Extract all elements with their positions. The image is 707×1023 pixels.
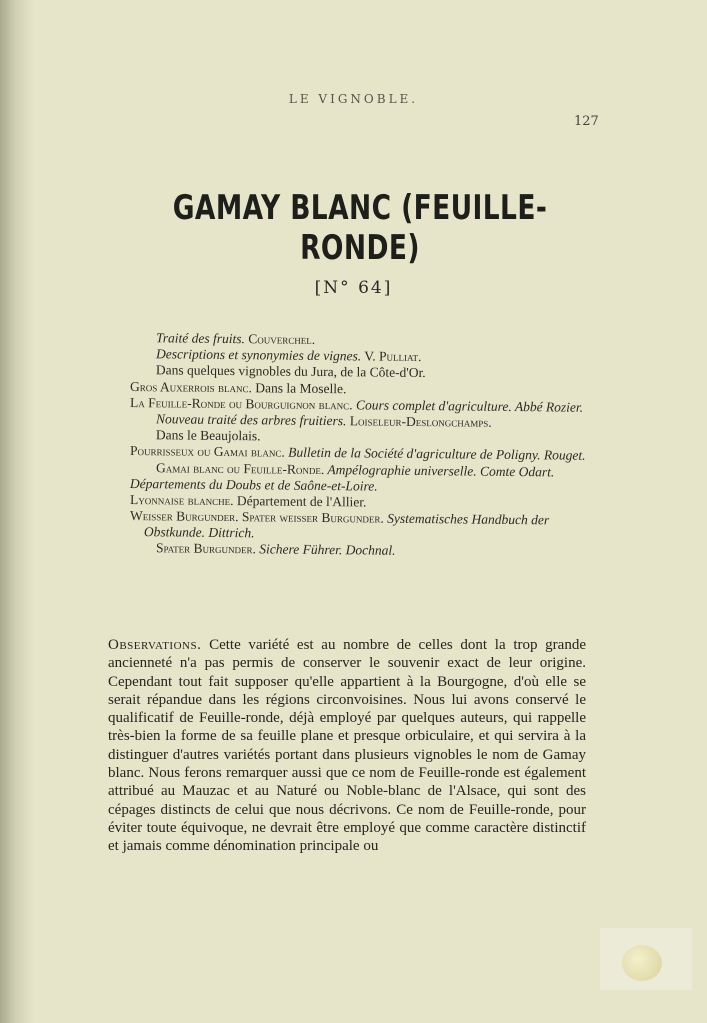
synonym-note: Sichere Führer. Dochnal. — [255, 541, 396, 559]
synonym-author: Loiseleur-Deslongchamps. — [346, 413, 492, 430]
fruit-stamp-icon — [622, 945, 662, 981]
synonym-author: Weisser Burgunder. Spater weisser Burgunder. — [130, 508, 384, 526]
synonym-note: Dans la Moselle. — [251, 379, 347, 396]
synonym-entry — [130, 346, 600, 383]
synonym-author: Couverchel. — [244, 331, 316, 347]
synonym-author: La Feuille-Ronde ou Bourguignon blanc. — [129, 394, 353, 413]
synonym-work: Descriptions et synonymies de vignes. — [156, 346, 362, 364]
synonym-author: V. Pulliat. — [361, 348, 422, 365]
synonym-note: Cours complet d'agriculture. Abbé Rozier. — [352, 397, 584, 415]
synonym-entry — [130, 460, 600, 497]
observations-label: Observations. — [108, 637, 202, 653]
synonym-entry — [130, 411, 600, 448]
page-number: 127 — [574, 114, 599, 129]
synonym-work: Nouveau traité des arbres fruitiers. — [156, 411, 347, 429]
page-title: GAMAY BLANC (FEUILLE-RONDE) — [172, 188, 548, 268]
synonym-author: Pourrisseux ou Gamai blanc. — [129, 443, 285, 460]
synonym-work: Traité des fruits. — [155, 330, 245, 347]
catalog-number: [N° 64] — [314, 278, 393, 298]
synonym-note: Dans quelques vignobles du Jura, de la Côte-d'Or. — [155, 362, 426, 381]
observations-text: Cette variété est au nombre de celles dont la trop grande ancienneté n'a pas permis de conserver le souvenir exact de leur origine. Cependant tout fait supposer qu'elle appartient à la Bourgogne, d'où elle se serait répandue dans les régions circonvoisines. Nous lui avons conservé le qualificatif de Feuille-ronde, déjà employé par quelques auteurs, qui rappelle très-bien la forme de sa feuille plane et presque orbiculaire, et qui servira à la distinguer d'autres variétés portant dans plusieurs vignobles le nom de Gamay blanc. Nous ferons remarquer aussi que ce nom de Feuille-ronde est également attribué au Mauzac et au Naturé ou Noble-blanc de l'Alsace, qui sont des cépages distincts de celui que nous décrivons. Ce nom de Feuille-ronde, pour éviter toute équivoque, ne devrait être employé que comme caractère distinctif et jamais comme dénomination principale ou — [108, 637, 586, 855]
observations-paragraph — [108, 636, 586, 856]
synonym-note: Ampélographie universelle. Comte Odart. Départements du Doubs et de Saône-et-Loire. — [129, 461, 555, 494]
running-head: LE VIGNOBLE. — [288, 92, 419, 106]
synonym-note: Dans le Beaujolais. — [155, 427, 261, 444]
synonym-note: Systematisches Handbuch der Obstkunde. Dittrich. — [143, 510, 550, 541]
book-spine-shadow — [0, 0, 34, 1023]
synonym-note: Bulletin de la Société d'agriculture de Poligny. Rouget. — [284, 444, 586, 464]
synonym-author: Lyonnaise blanche. — [129, 491, 234, 508]
synonym-author: Gros Auxerrois blanc. — [129, 378, 252, 395]
synonym-note: Département de l'Allier. — [233, 492, 367, 510]
synonym-list — [130, 330, 600, 557]
synonym-author: Gamai blanc ou Feuille-Ronde. — [156, 459, 325, 477]
synonym-author: Spater Burgunder. — [155, 540, 257, 557]
